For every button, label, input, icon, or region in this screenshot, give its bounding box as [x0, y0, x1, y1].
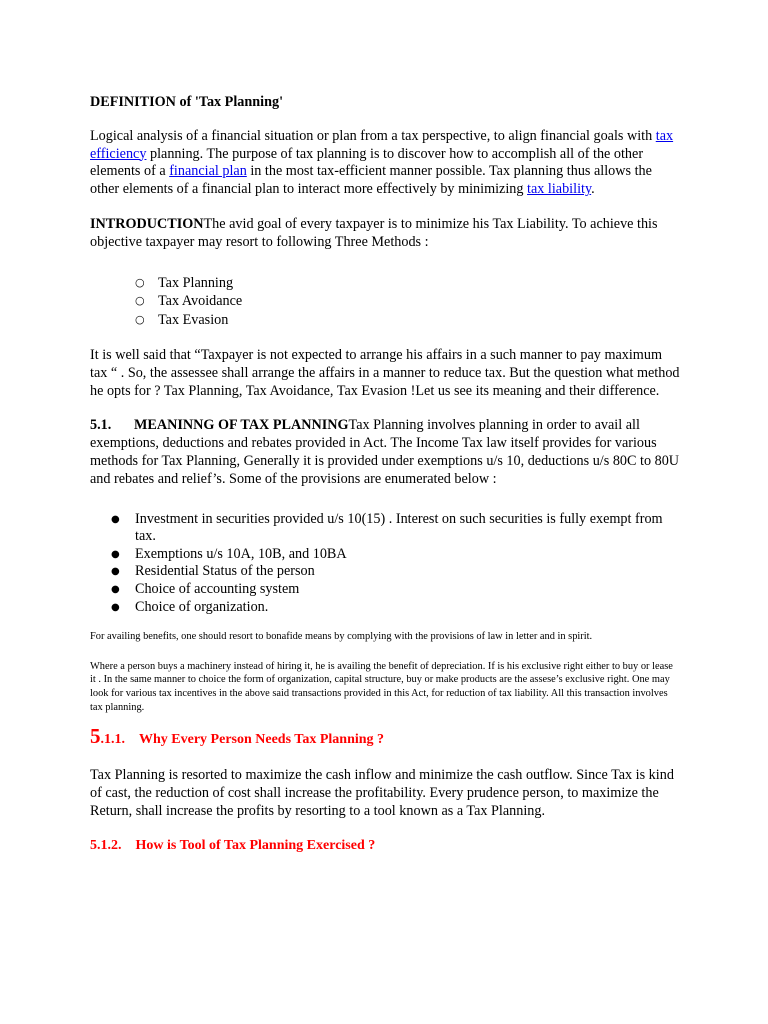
- provision-label: Exemptions u/s 10A, 10B, and 10BA: [135, 545, 347, 562]
- provisions-list: [90, 511, 680, 617]
- provision-label: Residential Status of the person: [135, 563, 315, 580]
- methods-list: [90, 274, 680, 330]
- list-item: [135, 292, 680, 311]
- section-5-1-2-title: How is Tool of Tax Planning Exercised ?: [135, 838, 376, 854]
- definition-text-1: Logical analysis of a financial situation or plan from a tax perspective, to align financial goals with: [90, 127, 656, 144]
- circle-bullet-icon: ○: [135, 275, 145, 289]
- section-5-1-2-number: 5.1.2.: [90, 838, 122, 854]
- section-5-1-1-title: Why Every Person Needs Tax Planning ?: [139, 732, 385, 748]
- list-item: [111, 545, 680, 564]
- method-label: Tax Planning: [158, 274, 234, 291]
- provision-label: Choice of accounting system: [135, 581, 300, 598]
- disc-bullet-icon: ●: [111, 548, 120, 560]
- provision-label: Choice of organization.: [135, 598, 269, 615]
- document-page: [90, 94, 680, 855]
- depreciation-note: Where a person buys a machinery instead of hiring it, he is availing the benefit of depreciation. If is his exclusive right either to buy or lease it . In the same manner to choice the form of organization, capital structure, buy or make products are the assese’s exclusive right. One may look for various tax incentives in the above said transactions provided in this Act, for reduction of tax liability. All this transaction involves tax planning.: [90, 660, 673, 713]
- method-label: Tax Avoidance: [158, 293, 243, 310]
- list-item: [111, 581, 680, 599]
- section-5-1-number: 5.1.: [90, 417, 112, 434]
- section-5-1-title: MEANINNG OF TAX PLANNING: [134, 417, 349, 434]
- introduction-paragraph: [90, 216, 680, 252]
- introduction-text: The avid goal of every taxpayer is to minimize his Tax Liability. To achieve this objective taxpayer may resort to following Three Methods :: [90, 215, 658, 250]
- list-item: [135, 311, 680, 330]
- disc-bullet-icon: ●: [111, 566, 120, 578]
- list-item: [111, 510, 680, 546]
- cash-flow-paragraph: Tax Planning is resorted to maximize the cash inflow and minimize the cash outflow. Since Tax is kind of cast, the reduction of cost shall increase the profitability. Every prudence person, to maximize the Return, shall increase the profits by resorting to a tool known as a Tax Planning.: [90, 766, 674, 819]
- section-5-1-1-heading: [90, 724, 680, 749]
- section-5-1-1-number: .1.1.: [100, 732, 125, 748]
- tax-liability-link[interactable]: tax liability: [527, 181, 592, 198]
- list-item: [135, 274, 680, 293]
- definition-text-3: in the most tax-efficient manner possible. Tax planning thus allows the other elements of a financial plan to interact more effectively by minimizing: [90, 163, 652, 198]
- method-label: Tax Evasion: [158, 311, 229, 328]
- disc-bullet-icon: ●: [111, 584, 120, 596]
- section-5-1-2-heading: [90, 837, 680, 855]
- provision-label: Investment in securities provided u/s 10(15) . Interest on such securities is fully exempt from tax.: [135, 510, 663, 545]
- definition-text-4: .: [591, 181, 595, 198]
- disc-bullet-icon: ●: [111, 601, 120, 613]
- circle-bullet-icon: ○: [135, 294, 145, 308]
- tax-efficiency-link[interactable]: tax efficiency: [90, 127, 674, 162]
- disc-bullet-icon: ●: [111, 513, 120, 525]
- bonafide-note: For availing benefits, one should resort to bonafide means by complying with the provisions of law in letter and in spirit.: [90, 631, 593, 643]
- section-5-1-1-big-number: 5: [90, 724, 101, 749]
- definition-text-2: planning. The purpose of tax planning is to discover how to accomplish all of the other elements of a: [90, 145, 644, 180]
- section-5-1-paragraph: [90, 417, 680, 488]
- list-item: [111, 563, 680, 581]
- list-item: [111, 598, 680, 617]
- introduction-label: INTRODUCTION: [90, 215, 204, 232]
- definition-paragraph: [90, 128, 680, 199]
- section-5-1-text: Tax Planning involves planning in order to avail all exemptions, deductions and rebates provided in Act. The Income Tax law itself provides for various methods for Tax Planning, Generally it is provided under exemptions u/s 10, deductions u/s 80C to 80U and rebates and relief’s. Some of the provisions are enumerated below :: [90, 417, 680, 487]
- circle-bullet-icon: ○: [135, 312, 145, 326]
- financial-plan-link[interactable]: financial plan: [169, 163, 247, 180]
- definition-title: DEFINITION of 'Tax Planning': [90, 94, 284, 110]
- quote-paragraph: It is well said that “Taxpayer is not expected to arrange his affairs in a such manner to pay maximum tax “ . So, the assessee shall arrange the affairs in a manner to reduce tax. But the question what method he opts for ? Tax Planning, Tax Avoidance, Tax Evasion !Let us see its meaning and their difference.: [90, 347, 680, 399]
